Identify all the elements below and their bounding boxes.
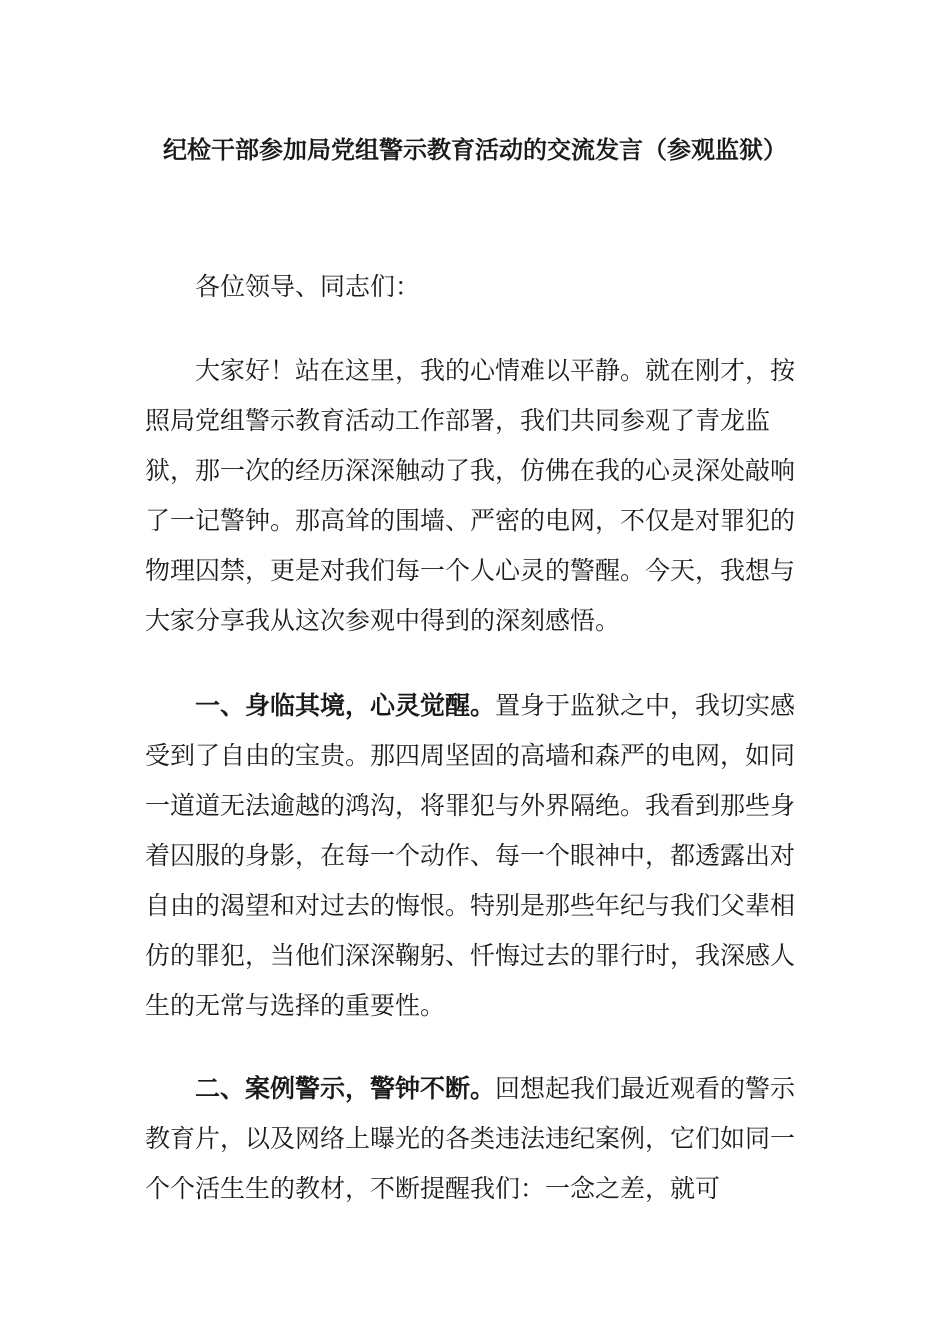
section-heading: 二、案例警示，警钟不断。 — [195, 1074, 496, 1103]
paragraph-text: 置身于监狱之中，我切实感受到了自由的宝贵。那四周坚固的高墙和森严的电网，如同一道道无法逾越的鸿沟，将罪犯与外界隔绝。我看到那些身着囚服的身影，在每一个动作、每一个眼神中，都透露出对自由的渴望和对过去的悔恨。特别是那些年纪与我们父辈相仿的罪犯，当他们深深鞠躬、忏悔过去的罪行时，我深感人生的无常与选择的重要性。 — [145, 691, 796, 1020]
paragraph-text: 回想起我们最近观看的警示教育片，以及网络上曝光的各类违法违纪案例，它们如同一个个活生生的教材，不断提醒我们：一念之差，就可 — [145, 1074, 796, 1203]
paragraph-section-1 — [145, 681, 805, 1031]
paragraph-text: 大家好！站在这里，我的心情难以平静。就在刚才，按照局党组警示教育活动工作部署，我们共同参观了青龙监狱，那一次的经历深深触动了我，仿佛在我的心灵深处敲响了一记警钟。那高耸的围墙、严密的电网，不仅是对罪犯的物理囚禁，更是对我们每一个人心灵的警醒。今天，我想与大家分享我从这次参观中得到的深刻感悟。 — [145, 356, 796, 635]
section-heading: 一、身临其境，心灵觉醒。 — [195, 691, 496, 720]
paragraph-intro — [145, 346, 805, 646]
paragraph-section-2 — [145, 1064, 805, 1214]
document-title: 纪检干部参加局党组警示教育活动的交流发言（参观监狱） — [163, 136, 787, 164]
greeting: 各位领导、同志们： — [195, 272, 421, 301]
